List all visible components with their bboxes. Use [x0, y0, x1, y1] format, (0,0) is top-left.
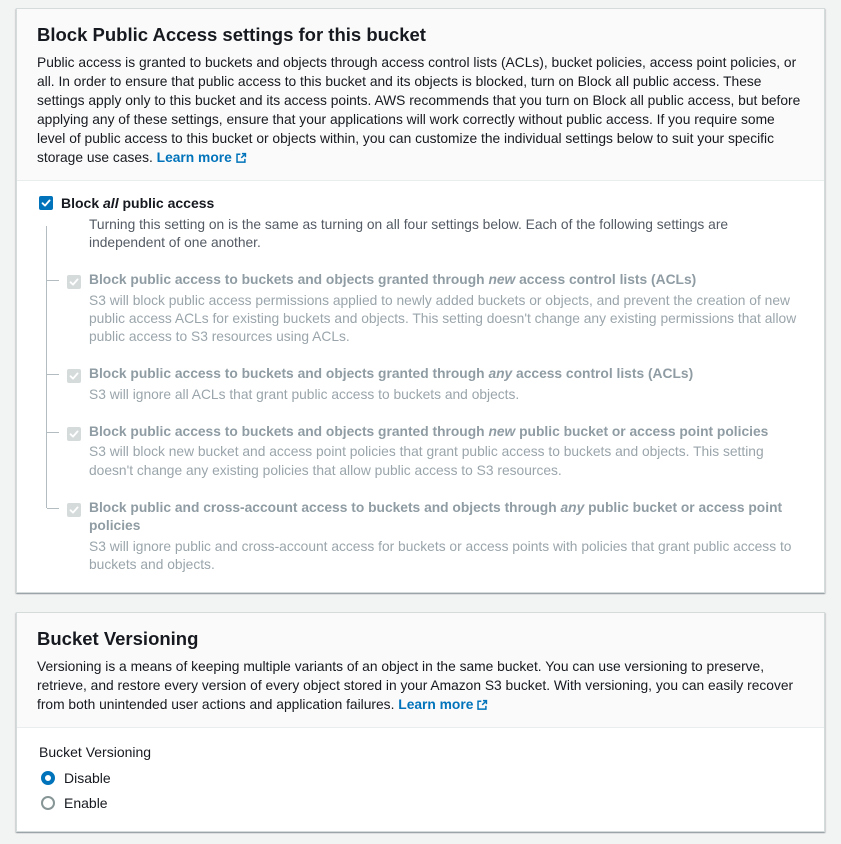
versioning-enable-label: Enable — [64, 795, 108, 812]
radio-selected-icon[interactable] — [41, 771, 55, 785]
sub-setting-block-any-acls — [39, 346, 804, 404]
sub-setting-title: Block public access to buckets and objects granted through new access control lists (ACLs) — [89, 272, 697, 287]
radio-unselected-icon[interactable] — [41, 796, 55, 810]
card-title: Block Public Access settings for this bucket — [37, 24, 426, 45]
card-title: Bucket Versioning — [37, 628, 199, 650]
sub-settings-tree — [39, 252, 804, 574]
sub-setting-description: S3 will ignore public and cross-account access for buckets or access points with policies that grant public access to buckets and objects. — [89, 538, 792, 572]
bucket-versioning-card — [16, 612, 825, 832]
block-all-public-access-label: Block all public access — [61, 195, 215, 211]
block-all-public-access-description: Turning this setting on is the same as turning on all four settings below. Each of the following settings are independent of one another. — [89, 217, 729, 250]
versioning-disable-option[interactable] — [41, 770, 804, 786]
sub-setting-block-new-policies — [39, 404, 804, 480]
sub-setting-title: Block public access to buckets and objects granted through any access control lists (ACLs) — [89, 366, 694, 382]
check-icon — [68, 370, 80, 382]
block-cross-account-checkbox[interactable] — [67, 503, 81, 517]
learn-more-link[interactable]: Learn more — [157, 150, 247, 165]
external-link-icon — [235, 152, 247, 164]
block-any-acls-checkbox[interactable] — [67, 369, 81, 383]
learn-more-link[interactable]: Learn more — [398, 697, 488, 712]
check-icon — [40, 197, 52, 209]
sub-setting-block-cross-account — [39, 480, 804, 574]
check-icon — [68, 428, 80, 440]
block-public-access-body — [17, 181, 824, 592]
description-text: Public access is granted to buckets and objects through access control lists (ACLs), bucket policies, access point policies, or all. In order to ensure that public access to this bucket and its objects is blocked, turn on Block all public access. These settings apply only to this bucket and its access points. AWS recommends that you turn on Block all public access, but before applying any of these settings, ensure that your applications will work correctly without public access. If you require some level of public access to this bucket or objects within, you can customize the individual settings below to suit your specific storage use cases. — [37, 55, 801, 165]
sub-setting-description: S3 will ignore all ACLs that grant public access to buckets and objects. — [89, 386, 520, 402]
bucket-versioning-body — [17, 728, 824, 831]
check-icon — [68, 504, 80, 516]
block-new-acls-checkbox[interactable] — [67, 275, 81, 289]
sub-setting-title: Block public access to buckets and objects granted through new public bucket or access point policies — [89, 423, 769, 439]
versioning-enable-option[interactable] — [41, 795, 804, 811]
description-text: Versioning is a means of keeping multiple variants of an object in the same bucket. You can use versioning to preserve, retrieve, and restore every version of every object stored in your Amazon S3 bucket. With versioning, you can easily recover from both unintended user actions and application failures. — [37, 659, 794, 713]
block-new-policies-checkbox[interactable] — [67, 427, 81, 441]
sub-setting-description: S3 will block public access permissions applied to newly added buckets or objects, and prevent the creation of new public access ACLs for existing buckets and objects. This setting doesn't change any existing permissions that allow public access to S3 resources using ACLs. — [89, 292, 797, 344]
check-icon — [68, 276, 80, 288]
external-link-icon — [476, 699, 488, 711]
sub-setting-title: Block public and cross-account access to buckets and objects through any public bucket or access point policies — [89, 499, 783, 534]
block-all-public-access-row — [39, 194, 804, 212]
bucket-versioning-field-label: Bucket Versioning — [39, 744, 152, 761]
versioning-disable-label: Disable — [64, 770, 111, 787]
block-public-access-card — [16, 8, 825, 593]
block-public-access-header — [17, 9, 824, 181]
sub-setting-description: S3 will block new bucket and access point policies that grant public access to buckets and objects. This setting doesn't change any existing policies that allow public access to S3 resources. — [89, 444, 764, 478]
card-description — [37, 53, 804, 167]
sub-setting-block-new-acls — [39, 252, 804, 346]
card-description — [37, 657, 804, 714]
bucket-versioning-header — [17, 613, 824, 728]
block-all-public-access-checkbox[interactable] — [39, 196, 53, 210]
